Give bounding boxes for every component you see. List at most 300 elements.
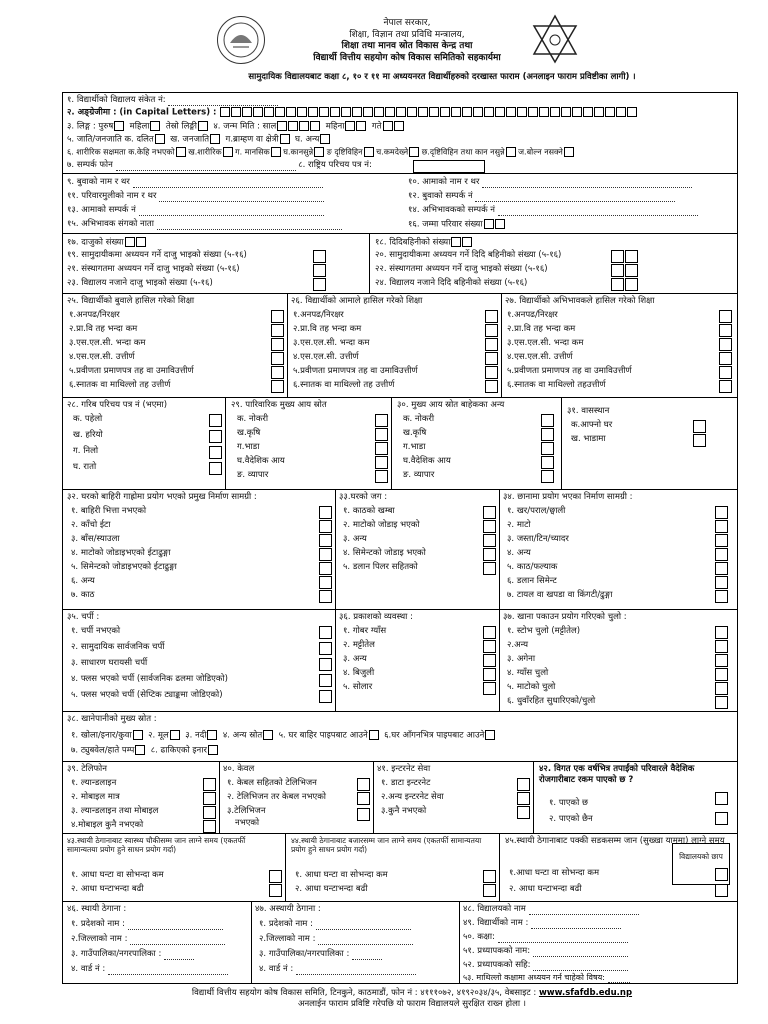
checkbox-janajati[interactable]: [210, 134, 220, 144]
father-edu-checkbox[interactable]: [271, 324, 284, 337]
school-code-field[interactable]: [168, 97, 278, 106]
father-edu-checkbox[interactable]: [271, 352, 284, 365]
label-blind: ङ दृष्टिविहिन: [326, 147, 363, 157]
cable-checkbox[interactable]: [357, 808, 370, 821]
other-income-checkbox[interactable]: [541, 470, 554, 483]
toilet-checkbox[interactable]: [319, 626, 332, 639]
water-checkbox[interactable]: [208, 745, 218, 755]
lighting-title: ३६. प्रकाशको व्यवस्था :: [339, 612, 413, 622]
foundation-checkbox[interactable]: [483, 562, 496, 575]
water-checkbox[interactable]: [135, 745, 145, 755]
label-dob-month: महिना: [325, 121, 345, 132]
divider: [533, 762, 534, 834]
income-foreign: घ.वैदेशिक आय: [237, 456, 285, 466]
income-source-title: २९. पारिवारिक मुख्य आय स्रोत: [231, 400, 327, 410]
foundation-item-1: १. काठको खम्बा: [343, 506, 395, 516]
wall-item-1: १. बाहिरी भित्ता नभएको: [71, 506, 147, 516]
father-edu-checkbox[interactable]: [271, 366, 284, 379]
other-income-job: क. नोकरी: [403, 414, 435, 424]
checkbox-mental[interactable]: [271, 147, 281, 157]
dob-month-boxes[interactable]: [344, 122, 366, 132]
lighting-checkbox[interactable]: [483, 668, 496, 681]
label-brothers-community: १९. सामुदायीकमा अध्ययन गर्ने दाजु भाइको संख्या (५-१६): [67, 250, 247, 260]
mother-edu-checkbox[interactable]: [485, 352, 498, 365]
divider: [251, 902, 252, 984]
internet-title: ४१. इन्टरनेट सेवा: [377, 764, 431, 774]
brothers-community-box[interactable]: [313, 250, 326, 263]
checkbox-third-gender[interactable]: [198, 121, 208, 131]
market-checkbox[interactable]: [483, 870, 496, 883]
poverty-checkbox[interactable]: [209, 430, 222, 443]
temp-ward-field[interactable]: [296, 966, 416, 975]
perm-municipality-label: ३. गाउँपालिका/नगरपालिका :: [71, 949, 162, 959]
cable-item-2: २. टेलिभिजन तर केबल नभएको: [227, 792, 326, 802]
roof-item-2: २. माटो: [507, 520, 531, 530]
brothers-box-1[interactable]: [125, 237, 135, 247]
water-checkbox[interactable]: [263, 730, 273, 740]
subject-label: ५३. माथिल्लो कक्षामा अध्ययन गर्न चाहेको विषय:: [463, 973, 605, 982]
poverty-blue: ग. निलो: [73, 446, 99, 456]
roof-checkbox[interactable]: [715, 534, 728, 547]
poverty-red: घ. रातो: [73, 462, 97, 472]
divider: [391, 398, 392, 490]
father-education-title: २५. विद्यार्थीको बुवाले हासिल गरेको शिक्षा: [67, 296, 195, 306]
other-income-title: ३०. मुख्य आय स्रोत बाहेकका अन्य: [397, 400, 505, 410]
poverty-card-title: २८. गरिब परिचय पत्र नं (भएमा): [67, 400, 168, 410]
sisters-box-2[interactable]: [462, 237, 472, 247]
sisters-institutional-box-1[interactable]: [611, 264, 624, 277]
temporary-address-title: ४७. अस्थायी ठेगाना :: [255, 904, 321, 914]
guardian-edu-checkbox[interactable]: [719, 338, 732, 351]
footer-website-link[interactable]: www.sfafdb.edu.np: [538, 988, 633, 998]
foundation-checkbox[interactable]: [483, 506, 496, 519]
other-income-checkbox[interactable]: [541, 456, 554, 469]
section-income: [63, 397, 737, 490]
wall-item-2: २. काँचो ईटा: [71, 520, 111, 530]
health-item-1: १. आधा घन्टा वा सोभन्दा कम: [71, 870, 164, 880]
internet-item-3: ३.कुनै नभएको: [381, 806, 427, 816]
form-footer: [82, 988, 742, 1010]
roof-checkbox[interactable]: [715, 562, 728, 575]
poverty-checkbox[interactable]: [209, 414, 222, 427]
mother-edu-2: २.प्रा.वि तह भन्दा कम: [293, 324, 362, 334]
checkbox-other-caste[interactable]: [320, 134, 330, 144]
label-father-name: ९. बुवाको नाम र थर: [67, 177, 130, 187]
perm-ward-field[interactable]: [108, 966, 228, 975]
telephone-checkbox[interactable]: [203, 806, 216, 819]
roof-item-6: ६. डलान सिमेन्ट: [507, 576, 557, 586]
stove-item-3: ३. अगेना: [507, 654, 536, 664]
income-checkbox[interactable]: [375, 456, 388, 469]
remittance-checkbox[interactable]: [715, 812, 728, 825]
stove-checkbox[interactable]: [715, 668, 728, 681]
cable-checkbox[interactable]: [357, 778, 370, 791]
label-sisters: १८. दिदिबहिनीको संख्या: [375, 237, 451, 248]
lighting-item-1: १. गोबर ग्याँस: [343, 626, 387, 636]
guardian-edu-checkbox[interactable]: [719, 352, 732, 365]
income-checkbox[interactable]: [375, 470, 388, 483]
temp-district-label: २.जिल्लाको नाम :: [259, 934, 316, 944]
guardian-edu-checkbox[interactable]: [719, 310, 732, 323]
perm-municipality-field[interactable]: [164, 951, 194, 960]
father-contact-field[interactable]: [475, 193, 675, 202]
label-mental: ग. मानसिक: [235, 147, 270, 157]
remittance-checkbox[interactable]: [715, 792, 728, 805]
foundation-checkbox[interactable]: [483, 520, 496, 533]
mother-edu-1: १.अनपढ/निरक्षर: [293, 310, 344, 320]
telephone-item-4: ४.मोबाइल कुनै नभएको: [71, 820, 144, 830]
toilet-item-3: ३. साधारण घरायसी चर्पी: [71, 658, 148, 668]
roof-item-4: ४. अन्य: [507, 548, 531, 558]
stove-item-4: ४. ग्याँस चुलो: [507, 668, 549, 678]
father-edu-checkbox[interactable]: [271, 310, 284, 323]
father-edu-checkbox[interactable]: [271, 380, 284, 393]
header-line-3: शिक्षा तथा मानव स्रोत विकास केन्द्र तथा: [341, 41, 473, 52]
stove-checkbox[interactable]: [715, 654, 728, 667]
guardian-edu-1: १.अनपढ/निरक्षर: [507, 310, 558, 320]
foundation-item-4: ४. सिमेन्टको जोडाइ भएको: [343, 548, 426, 558]
water-title: ३८. खानेपानीको मुख्य स्रोत :: [67, 714, 157, 724]
family-size-box-1[interactable]: [484, 219, 494, 229]
guardian-edu-4: ४.एस.एल.सी. उत्तीर्ण: [507, 352, 573, 362]
lighting-item-5: ५. सोलार: [343, 682, 373, 692]
mother-education-title: २६. विद्यार्थीको आमाले हासिल गरेको शिक्षा: [291, 296, 423, 306]
mother-edu-checkbox[interactable]: [485, 310, 498, 323]
internet-item-1: १. डाटा इन्टरनेट: [381, 778, 431, 788]
roof-checkbox[interactable]: [715, 506, 728, 519]
guardian-contact-field[interactable]: [498, 207, 698, 216]
cable-item-1: १. केबल सहितको टेलिभिजन: [227, 778, 317, 788]
toilet-item-5: ५. फ्लस भएको चर्पी (सेप्टिक ट्याङ्कमा जोडिएको): [71, 690, 223, 700]
divider: [225, 398, 226, 490]
other-income-checkbox[interactable]: [541, 414, 554, 427]
stove-title: ३७. खाना पकाउन प्रयोग गरिएको चुलो :: [503, 612, 627, 622]
label-brothers: १७. दाजुको संख्या: [67, 237, 124, 248]
income-business: ङ. व्यापार: [237, 470, 269, 480]
checkbox-blind[interactable]: [364, 147, 374, 157]
water-opt-4: ४. अन्य स्रोत: [222, 730, 263, 741]
health-checkbox[interactable]: [269, 870, 282, 883]
guardian-edu-checkbox[interactable]: [719, 324, 732, 337]
lighting-checkbox[interactable]: [483, 626, 496, 639]
health-item-2: २. आधा घन्टाभन्दा बढी: [71, 884, 144, 894]
perm-province-field[interactable]: [128, 921, 223, 930]
mother-contact-field[interactable]: [139, 207, 324, 216]
other-income-foreign: घ.वैदेशिक आय: [403, 456, 451, 466]
wall-checkbox[interactable]: [319, 548, 332, 561]
foundation-item-3: ३. अन्य: [343, 534, 367, 544]
section-address: [63, 901, 737, 984]
telephone-item-3: ३. ल्यान्डलाइन तथा मोबाइल: [71, 806, 159, 816]
mother-edu-3: ३.एस.एल.सी. भन्दा कम: [293, 338, 370, 348]
internet-item-2: २.अन्य इन्टरनेट सेवा: [381, 792, 444, 802]
foundation-title: ३३.घरको जग :: [339, 492, 388, 502]
section-family: [63, 173, 737, 234]
section-parent-education: [63, 293, 737, 398]
temp-province-label: १. प्रदेशको नाम :: [259, 919, 313, 929]
water-checkbox[interactable]: [207, 730, 217, 740]
father-edu-4: ४.एस.एल.सी. उत्तीर्ण: [69, 352, 135, 362]
divider: [499, 834, 500, 902]
foundation-item-2: २. माटोको जोडाइ भएको: [343, 520, 420, 530]
water-checkbox[interactable]: [369, 730, 379, 740]
checkbox-female[interactable]: [150, 121, 160, 131]
temp-ward-label: ४. वार्ड नं :: [259, 964, 294, 974]
perm-province-label: १. प्रदेशको नाम :: [71, 919, 125, 929]
father-edu-checkbox[interactable]: [271, 338, 284, 351]
roof-checkbox[interactable]: [715, 520, 728, 533]
toilet-checkbox[interactable]: [319, 658, 332, 671]
wall-item-6: ६. अन्य: [71, 576, 95, 586]
stove-item-1: १. स्टोभ चुलो (मट्टीतेल): [507, 626, 581, 636]
label-dob-year: ४. जन्म मिति : साल: [213, 121, 277, 132]
label-female: महिला: [129, 121, 150, 132]
mother-edu-checkbox[interactable]: [485, 338, 498, 351]
wall-checkbox[interactable]: [319, 506, 332, 519]
roof-item-3: ३. जस्ता/टिन/च्यादर: [507, 534, 569, 544]
toilet-title: ३५. चर्पी :: [67, 612, 100, 622]
mother-name-field[interactable]: [482, 179, 692, 188]
wall-checkbox[interactable]: [319, 576, 332, 589]
label-janajati: ख. जनजाति: [170, 134, 210, 145]
internet-checkbox[interactable]: [517, 778, 530, 791]
temp-municipality-field[interactable]: [352, 951, 382, 960]
telephone-checkbox[interactable]: [203, 820, 216, 833]
other-income-checkbox[interactable]: [541, 428, 554, 441]
brothers-institutional-box[interactable]: [313, 264, 326, 277]
guardian-relation-field[interactable]: [157, 221, 342, 230]
section-house-materials: [63, 489, 737, 610]
label-hearing: घ.कानसुन्ने: [283, 147, 314, 157]
school-name-label: ४८. विद्यालयको नाम: [463, 904, 526, 914]
perm-district-field[interactable]: [130, 936, 225, 945]
residence-checkbox[interactable]: [693, 434, 706, 447]
class-field[interactable]: [498, 934, 628, 943]
divider: [335, 610, 336, 712]
stove-checkbox[interactable]: [715, 682, 728, 695]
checkbox-brahmin[interactable]: [280, 134, 290, 144]
guardian-edu-checkbox[interactable]: [719, 366, 732, 379]
checkbox-male[interactable]: [114, 121, 124, 131]
section-communication: [63, 761, 737, 834]
wall-checkbox[interactable]: [319, 562, 332, 575]
mother-edu-4: ४.एस.एल.सी. उत्तीर्ण: [293, 352, 359, 362]
principal-signature-field[interactable]: [533, 962, 628, 971]
stove-checkbox[interactable]: [715, 640, 728, 653]
road-checkbox[interactable]: [715, 884, 728, 897]
guardian-education-title: २७. विद्यार्थीको अभिभावकले हासिल गरेको शिक्षा: [505, 296, 655, 306]
other-income-rent: ग.भाडा: [403, 442, 426, 452]
water-opt-8: ८. ढाकिएको इनार: [150, 745, 207, 756]
sisters-box-1[interactable]: [451, 237, 461, 247]
divider: [219, 762, 220, 834]
divider: [561, 398, 562, 490]
divider: [285, 834, 286, 902]
wall-item-5: ५. सिमेन्टको जोडाइभएको ईटाढुङ्गा: [71, 562, 177, 572]
sisters-not-school-box-2[interactable]: [625, 278, 638, 291]
subject-field[interactable]: [608, 974, 630, 983]
foundation-checkbox[interactable]: [483, 534, 496, 547]
residence-checkbox[interactable]: [693, 420, 706, 433]
wall-checkbox[interactable]: [319, 534, 332, 547]
water-checkbox[interactable]: [170, 730, 180, 740]
national-id-field[interactable]: [413, 160, 485, 173]
guardian-edu-2: २.प्रा.वि तह भन्दा कम: [507, 324, 576, 334]
school-name-field[interactable]: [529, 906, 639, 915]
mother-edu-6: ६.स्नातक वा माथिल्लो तह उत्तीर्ण: [293, 380, 395, 390]
label-mother-name: १०. आमाको नाम र थर: [408, 177, 480, 187]
foundation-checkbox[interactable]: [483, 548, 496, 561]
footer-note: अनलाईन फाराम प्रविष्टि गरेपछि यो फाराम विद्यालयले सुरक्षित राख्न होला ।: [297, 999, 527, 1010]
family-size-box-2[interactable]: [495, 219, 505, 229]
label-guardian-relation: १५. अभिभावक संगको नाता: [67, 219, 154, 229]
poverty-checkbox[interactable]: [209, 446, 222, 459]
brothers-box-2[interactable]: [136, 237, 146, 247]
divider: [499, 490, 500, 610]
section-distance: [63, 833, 737, 902]
temp-province-field[interactable]: [316, 921, 411, 930]
checkbox-physical[interactable]: [223, 147, 233, 157]
roof-checkbox[interactable]: [715, 590, 728, 603]
father-edu-1: १.अनपढ/निरक्षर: [69, 310, 120, 320]
income-checkbox[interactable]: [375, 414, 388, 427]
cable-checkbox[interactable]: [357, 792, 370, 805]
dob-day-boxes[interactable]: [382, 122, 404, 132]
divider: [501, 294, 502, 398]
label-family-size: १६. जम्मा परिवार संख्या: [408, 219, 483, 230]
stove-checkbox[interactable]: [715, 626, 728, 639]
guardian-edu-3: ३.एस.एल.सी. भन्दा कम: [507, 338, 584, 348]
permanent-address-title: ४६. स्थायी ठेगाना :: [67, 904, 127, 914]
toilet-item-2: २. सामुदायिक सार्वजनिक चर्पी: [71, 642, 165, 652]
name-letter-boxes[interactable]: [219, 108, 637, 118]
water-checkbox[interactable]: [485, 730, 495, 740]
telephone-title: ३९. टेलिफोन: [67, 764, 107, 774]
other-income-checkbox[interactable]: [541, 442, 554, 455]
head-name-field[interactable]: [159, 193, 324, 202]
cable-item-3: ३.टेलिभिजन: [227, 806, 266, 816]
label-sisters-community: २०. सामुदायीकमा अध्ययन गर्ने दिदि बहिनीको संख्या (५-१६): [375, 250, 562, 260]
lighting-checkbox[interactable]: [483, 682, 496, 695]
telephone-item-2: २. मोबाइल मात्र: [71, 792, 120, 802]
water-checkbox[interactable]: [133, 730, 143, 740]
lighting-checkbox[interactable]: [483, 640, 496, 653]
stove-checkbox[interactable]: [715, 696, 728, 709]
stove-item-6: ६. धुवाँरहित सुधारिएको/चुलो: [507, 696, 596, 706]
guardian-edu-checkbox[interactable]: [719, 380, 732, 393]
form-frame: [62, 92, 738, 984]
principal-signature-label: ५२. प्रध्यापकको सहि:: [463, 960, 531, 970]
remittance-title: ४२. विगत एक वर्षभित्र तपाईंको परिवारले वैदेशिक रोजगारीबाट रकम पाएको छ ?: [539, 764, 695, 785]
roof-checkbox[interactable]: [715, 548, 728, 561]
father-edu-3: ३.एस.एल.सी. भन्दा कम: [69, 338, 146, 348]
student-name-field[interactable]: [531, 920, 621, 929]
checkbox-hearing[interactable]: [314, 147, 324, 157]
sisters-community-box-2[interactable]: [625, 250, 638, 263]
guardian-edu-6: ६.स्नातक वा माथिल्लो तहउत्तीर्ण: [507, 380, 606, 390]
market-title: ४४.स्थायी ठेगानाबाट बजारसम्म जान लाग्ने समय (एकतर्फी सामान्यतया प्रयोग हुने साधन प्रयोग गर्दा): [291, 836, 482, 855]
label-other-caste: घ. अन्य: [295, 134, 320, 145]
label-gender: ३. लिङ्ग : पुरुष: [67, 121, 114, 132]
divider: [499, 610, 500, 712]
lighting-item-2: २. मट्टीतेल: [343, 640, 375, 650]
label-disability: ६. शारीरिक सक्षमता क.केहि नभएको: [67, 147, 175, 157]
toilet-item-4: ४. फ्लस भएको चर्पी (सार्वजनिक ढलमा जोडिएको): [71, 674, 228, 684]
wall-item-4: ४. माटोको जोडाइभएको ईटाढुङ्गा: [71, 548, 171, 558]
market-item-2: २. आधा घन्टाभन्दा बढी: [295, 884, 368, 894]
internet-checkbox[interactable]: [517, 806, 530, 819]
label-brothers-not-school: २३. विद्यालय नजाने दाजु भाइको संख्या (५-१६): [67, 278, 213, 288]
cable-title: ४०. केवल: [223, 764, 255, 774]
income-agri: ख.कृषि: [237, 428, 261, 438]
residence-own: क.आफ्नो घर: [571, 420, 613, 430]
roof-item-5: ५. काठ/फल्याक: [507, 562, 558, 572]
phone-field[interactable]: [116, 162, 296, 171]
cable-item-4: नभएको: [235, 818, 260, 828]
checkbox-mute[interactable]: [564, 147, 574, 157]
internet-checkbox[interactable]: [517, 792, 530, 805]
mother-edu-checkbox[interactable]: [485, 380, 498, 393]
sisters-institutional-box-2[interactable]: [625, 264, 638, 277]
income-job: क. नोकरी: [237, 414, 269, 424]
toilet-checkbox[interactable]: [319, 674, 332, 687]
dob-year-boxes[interactable]: [276, 122, 320, 132]
lighting-checkbox[interactable]: [483, 654, 496, 667]
residence-rent: ख. भाडामा: [571, 434, 606, 444]
sisters-community-box-1[interactable]: [611, 250, 624, 263]
father-name-field[interactable]: [133, 179, 323, 188]
temp-district-field[interactable]: [318, 936, 413, 945]
stove-item-5: ५. माटोको चुलो: [507, 682, 556, 692]
poverty-checkbox[interactable]: [209, 462, 222, 475]
wall-checkbox[interactable]: [319, 590, 332, 603]
label-school-code: १. विद्यार्थीको विद्यालय संकेत नं:: [67, 95, 166, 105]
checkbox-no-disability[interactable]: [176, 147, 186, 157]
label-mute: ज.बोल्न नसक्ने: [518, 147, 563, 157]
divider: [373, 762, 374, 834]
form-header: [62, 8, 762, 90]
mother-edu-checkbox[interactable]: [485, 324, 498, 337]
roof-checkbox[interactable]: [715, 576, 728, 589]
brothers-not-school-box[interactable]: [313, 278, 326, 291]
guardian-edu-5: ५.प्रवीणता प्रमाणपत्र तह वा उमाविउत्तीर्ण: [507, 366, 632, 376]
income-checkbox[interactable]: [375, 442, 388, 455]
poverty-yellow: क. पहेलो: [73, 414, 103, 424]
telephone-checkbox[interactable]: [203, 792, 216, 805]
market-checkbox[interactable]: [483, 884, 496, 897]
income-checkbox[interactable]: [375, 428, 388, 441]
water-opt-1: १. खोला/इनार/कुवा: [71, 730, 132, 741]
label-physical: ख.शारीरिक: [188, 147, 222, 157]
checkbox-dalit[interactable]: [155, 134, 165, 144]
checkbox-low-vision[interactable]: [409, 147, 419, 157]
checkbox-deafblind[interactable]: [506, 147, 516, 157]
health-checkbox[interactable]: [269, 884, 282, 897]
income-rent: ग.भाडा: [237, 442, 260, 452]
toilet-checkbox[interactable]: [319, 690, 332, 703]
toilet-checkbox[interactable]: [319, 642, 332, 655]
label-dob-day: गते: [371, 121, 382, 132]
mother-edu-5: ५.प्रवीणता प्रमाणपत्र तह वा उमाविउत्तीर्ण: [293, 366, 418, 376]
wall-checkbox[interactable]: [319, 520, 332, 533]
label-guardian-contact: १४. अभिभावकको सम्पर्क नं: [408, 205, 496, 215]
mother-edu-checkbox[interactable]: [485, 366, 498, 379]
perm-district-label: २.जिल्लाको नाम :: [71, 934, 128, 944]
telephone-checkbox[interactable]: [203, 778, 216, 791]
principal-name-field[interactable]: [533, 948, 628, 957]
sisters-not-school-box-1[interactable]: [611, 278, 624, 291]
application-form: [62, 8, 762, 1018]
